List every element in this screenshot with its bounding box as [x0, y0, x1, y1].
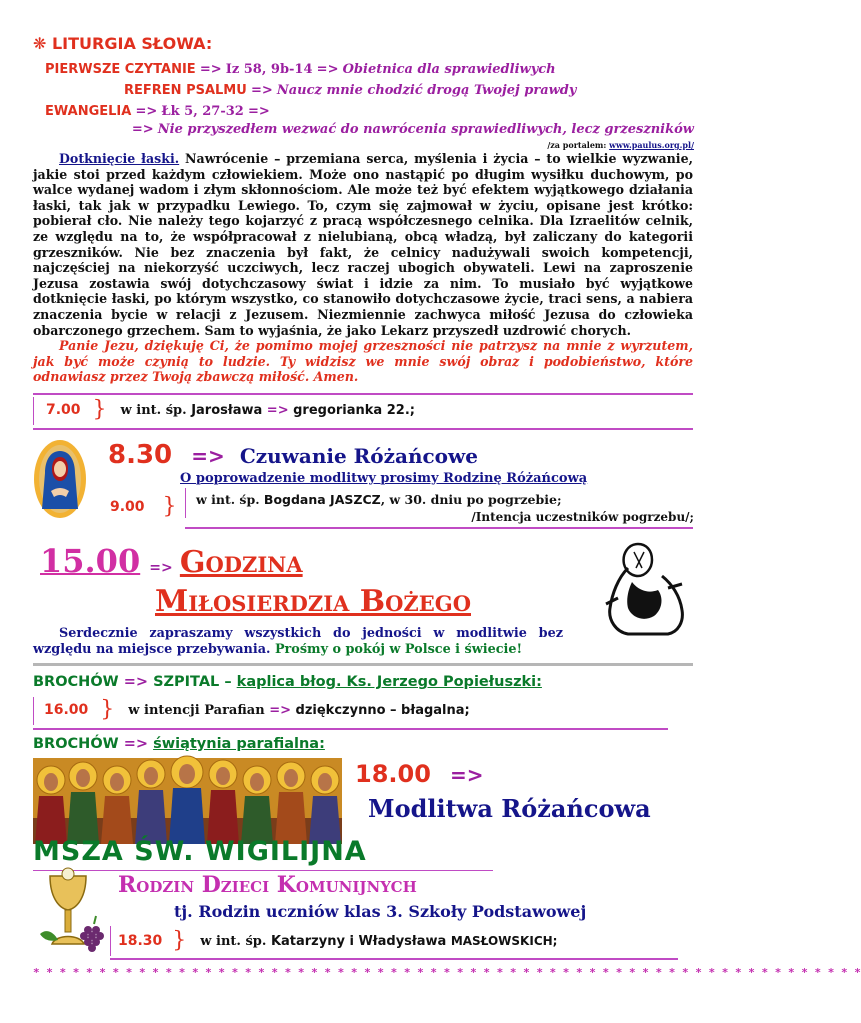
hospital-chapel: kaplica błog. Ks. Jerzego Popiełuszki:	[236, 674, 542, 690]
liturgy-heading-line	[33, 34, 212, 53]
psalm-label: REFREN PSALMU	[124, 83, 247, 98]
mercy-title-line1: Godzina	[179, 545, 303, 580]
divider	[33, 397, 34, 425]
mercy-title-line2: Miłosierdzia Bożego	[155, 584, 471, 619]
divider	[110, 958, 678, 960]
source-prefix: /za portalem:	[547, 140, 610, 150]
hospital-mass-row	[44, 699, 470, 721]
reading1-ref: Iz 58, 9b-14	[225, 62, 313, 77]
divider	[33, 428, 693, 430]
footer-stars: * * * * * * * * * * * * * * * * * * * * * * * * * * * * * * * * * * * * * * * * * * * * * * * * * * * * * * * * * * * * * * *	[33, 966, 861, 979]
parish-header	[33, 736, 325, 752]
rosary-830-arrow: =>	[191, 444, 225, 468]
mass-900-note: /Intencja uczestników pogrzebu/;	[471, 510, 694, 524]
parish-rosary-line	[355, 760, 484, 788]
reading1-title: Obietnica dla sprawiedliwych	[342, 62, 556, 77]
mercy-invite	[33, 626, 563, 658]
intention-suffix: gregorianka 22.;	[293, 402, 415, 418]
hospital-header	[33, 674, 542, 690]
divider	[33, 728, 668, 730]
arrow-icon: =>	[199, 62, 222, 77]
arrow-icon: =>	[123, 674, 149, 690]
arrow-icon: =>	[266, 402, 289, 418]
hospital-intention-wrap	[128, 703, 469, 718]
gospel-line	[45, 104, 270, 119]
gospel-ref: Łk 5, 27-32	[161, 104, 244, 119]
reflection-title: Dotknięcie łaski.	[59, 151, 180, 166]
divider	[33, 697, 34, 725]
vigil-mass-row	[118, 930, 557, 952]
divider	[110, 926, 111, 956]
intention-name: Bogdana JASZCZ	[263, 492, 381, 507]
arrow-icon: =>	[149, 560, 173, 576]
parish-rosary-time: 18.00	[355, 760, 431, 788]
vigil-intention	[200, 934, 557, 949]
mass-700-time: 7.00	[46, 402, 81, 418]
rosary-830-time: 8.30	[108, 440, 173, 470]
hospital-intention-suffix: dziękczynno – błagalna;	[295, 702, 470, 718]
divider	[185, 527, 693, 529]
divider	[33, 393, 693, 395]
reading1-label: PIERWSZE CZYTANIE	[45, 62, 196, 77]
intention-names: Katarzyny i Władysława	[270, 933, 447, 949]
prayer-text: Panie Jezu, dziękuję Ci, że pomimo mojej grzeszności nie patrzysz na mnie z wyrzutem, jak być może czynią to ludzie. Ty widzisz we mnie swój obraz i podobieństwo, które odnawiasz przez Twoją zbawczą miłość. Amen.	[33, 338, 693, 385]
hospital-location: SZPITAL	[153, 674, 220, 690]
arrow-icon: =>	[123, 736, 149, 752]
gospel-label: EWANGELIA	[45, 104, 132, 119]
rosary-830-request: O poprowadzenie modlitwy prosimy Rodzinę Różańcową	[180, 471, 588, 486]
mass-900-time: 9.00	[110, 499, 145, 515]
arrow-icon: =>	[250, 83, 273, 98]
divider	[33, 663, 693, 666]
intention-suffix: , w 30. dniu po pogrzebie;	[380, 492, 562, 507]
source-line	[547, 140, 694, 150]
families-subtitle: tj. Rodzin uczniów klas 3. Szkoły Podstawowej	[174, 902, 587, 921]
mass-900-row	[110, 496, 177, 518]
mass-900-intention	[196, 492, 562, 507]
liturgy-heading: LITURGIA SŁOWA:	[51, 34, 213, 53]
psalm-text: Naucz mnie chodzić drogą Twojej prawdy	[276, 83, 577, 98]
brace-icon: }	[162, 494, 177, 519]
asterisk-icon: ❋	[33, 34, 47, 53]
brace-icon: }	[92, 397, 107, 422]
chalice-icon	[36, 870, 106, 956]
hospital-intention: w intencji Parafian	[128, 702, 265, 718]
hospital-time: 16.00	[44, 702, 89, 718]
parish-place: BROCHÓW	[33, 736, 119, 752]
mercy-time: 15.00	[40, 542, 141, 580]
arrow-icon: =>	[316, 62, 339, 77]
intention-name: Jarosława	[191, 402, 263, 418]
parish-location: świątynia parafialna:	[153, 736, 325, 752]
brace-icon: }	[172, 928, 187, 953]
families-title: Rodzin Dzieci Komunijnych	[118, 872, 417, 898]
gospel-title-line	[132, 122, 694, 137]
hospital-place: BROCHÓW	[33, 674, 119, 690]
intention-prefix: w int. śp.	[200, 933, 267, 949]
dash: –	[224, 674, 232, 690]
psalm-line	[124, 83, 576, 98]
brace-icon: }	[100, 697, 115, 722]
rosary-830-line	[108, 440, 478, 470]
arrow-icon: =>	[247, 104, 270, 119]
vigil-time: 18.30	[118, 933, 163, 949]
intention-prefix: w int. śp.	[196, 492, 260, 507]
mercy-invite-text: Serdecznie zapraszamy wszystkich do jedności w modlitwie bez względu na miejsce przebywania.	[33, 626, 563, 657]
mass-700-intention	[121, 403, 415, 418]
gospel-title: Nie przyszedłem wezwać do nawrócenia sprawiedliwych, lecz grzeszników	[157, 122, 694, 137]
apostles-painting	[33, 758, 342, 844]
mercy-peace: Prośmy o pokój w Polsce i świecie!	[274, 642, 523, 657]
arrow-icon: =>	[135, 104, 158, 119]
rosary-830-title: Czuwanie Różańcowe	[239, 444, 478, 468]
reflection-text	[33, 151, 693, 338]
source-link[interactable]: www.paulus.org.pl/	[609, 140, 694, 150]
mercy-line1	[40, 542, 303, 580]
arrow-icon: =>	[131, 122, 154, 137]
divider	[185, 488, 186, 518]
arrow-icon: =>	[269, 702, 291, 718]
vigil-title: MSZA ŚW. WIGILIJNA	[33, 836, 367, 867]
intention-prefix: w int. śp.	[120, 402, 187, 418]
reflection-body: Nawrócenie – przemiana serca, myślenia i życia – to wielkie wyzwanie, jakie stoi przed każdym człowiekiem. Może ono nastąpić po długim wysiłku duchowym, po walce wydanej wadom i złym skłonnościom. Ale może też być efektem wyjątkowego działania łaski, tak jak w przypadku Lewiego. To, czym się zajmował w życiu, opisane jest krótko: pobierał cło. Nie należy tego kojarzyć z pracą współczesnego celnika. Dla Izraelitów celnik, ze względu na to, że współpracował z nielubianą, obcą władzą, był zaliczany do kategorii grzeszników. Nie bez znaczenia był fakt, że celnicy nadużywali swoich kompetencji, najczęściej na niekorzyść uczciwych, lecz raczej ubogich obywateli. Lewi na zaproszenie Jezusa zostawia swój dotychczasowy świat i idzie za nim. To musiało być wyjątkowe dotknięcie łaski, po którym wszystko, co stanowiło dotychczasowe życie, traci sens, a nabiera znaczenia bycie w relacji z Jezusem. Niezmiennie zachwyca miłość Jezusa do człowieka obarczonego grzechem. Sam to wyjaśnia, że jako Lekarz przyszedł uzdrowić chorych.	[33, 151, 693, 338]
mass-700-row	[46, 399, 415, 421]
mercy-jesus-icon	[598, 538, 690, 638]
reading1-line	[45, 62, 556, 77]
parish-rosary-title: Modlitwa Różańcowa	[368, 794, 651, 823]
parish-rosary-arrow: =>	[450, 763, 484, 787]
mary-icon	[33, 439, 87, 519]
intention-surname: MASŁOWSKICH;	[450, 933, 558, 948]
